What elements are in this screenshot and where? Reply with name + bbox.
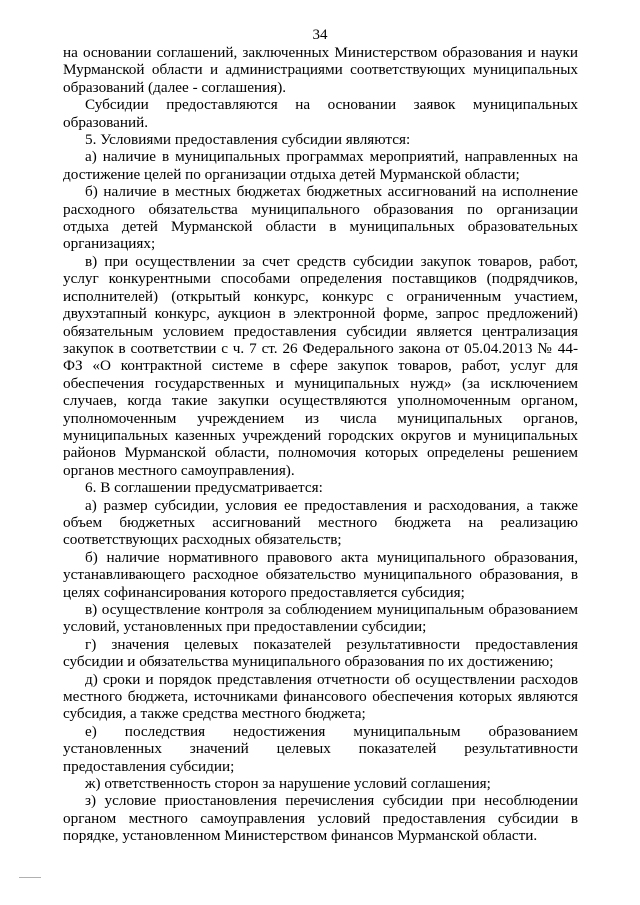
paragraph-6v: в) осуществление контроля за соблюдением муниципальным образованием условий, установленных при предоставлении субсидии; [63, 601, 578, 636]
paragraph-section-5-heading: 5. Условиями предоставления субсидии являются: [85, 131, 411, 149]
document-body [63, 44, 578, 845]
page-number: 34 [312, 27, 328, 43]
paragraph-6d: д) сроки и порядок представления отчетности об осуществлении расходов местного бюджета, источниками финансового обеспечения которых являются субсидия, а также средства местного бюджета; [63, 670, 578, 723]
scan-mark [19, 877, 41, 878]
paragraph-5b: б) наличие в местных бюджетах бюджетных ассигнований на исполнение расходного обязательства муниципального образования по организации отдыха детей Мурманской области в муниципальных образовательных организациях; [63, 183, 578, 253]
paragraph-5a: а) наличие в муниципальных программах мероприятий, направленных на достижение целей по организации отдыха детей Мурманской области; [63, 148, 578, 183]
paragraph-6zh: ж) ответственность сторон за нарушение условий соглашения; [85, 775, 491, 793]
paragraph-section-6-heading: 6. В соглашении предусматривается: [85, 479, 323, 497]
paragraph-agreements-continuation: на основании соглашений, заключенных Министерством образования и науки Мурманской области и администрациями соответствующих муниципальных образований (далее - соглашения). [63, 44, 578, 96]
paragraph-6b: б) наличие нормативного правового акта муниципального образования, устанавливающего расходное обязательство муниципального образования, в целях софинансирования которого предоставляется субсидия; [63, 548, 578, 601]
paragraph-6g: г) значения целевых показателей результативности предоставления субсидии и обязательства муниципального образования по их достижению; [63, 635, 578, 671]
paragraph-6e: е) последствия недостижения муниципальным образованием установленных значений целевых показателей результативности предоставления субсидии; [63, 722, 578, 775]
paragraph-subsidies-applications: Субсидии предоставляются на основании заявок муниципальных образований. [63, 96, 578, 131]
paragraph-6a: а) размер субсидии, условия ее предоставления и расходования, а также объем бюджетных ассигнований местного бюджета на реализацию соответствующих расходных обязательств; [63, 496, 578, 549]
paragraph-6z: з) условие приостановления перечисления субсидии при несоблюдении органом местного самоуправления условий предоставления субсидии в порядке, установленном Министерством финансов Мурманской области. [63, 792, 578, 845]
paragraph-5v: в) при осуществлении за счет средств субсидии закупок товаров, работ, услуг конкурентными способами определения поставщиков (подрядчиков, исполнителей) (открытый конкурс, конкурс с ограниченным участием, двухэтапный конкурс, аукцион в электронной форме, запрос предложений) обязательным условием предоставления субсидии является централизация закупок в соответствии с ч. 7 ст. 26 Федерального закона от 05.04.2013 № 44-ФЗ «О контрактной системе в сфере закупок товаров, работ, услуг для обеспечения государственных и муниципальных нужд» (за исключением случаев, когда такие закупки осуществляются уполномоченным органом, уполномоченным учреждением из числа муниципальных органов, муниципальных казенных учреждений городских округов и муниципальных районов Мурманской области, полномочия которых определены решением органов местного самоуправления). [63, 252, 578, 479]
